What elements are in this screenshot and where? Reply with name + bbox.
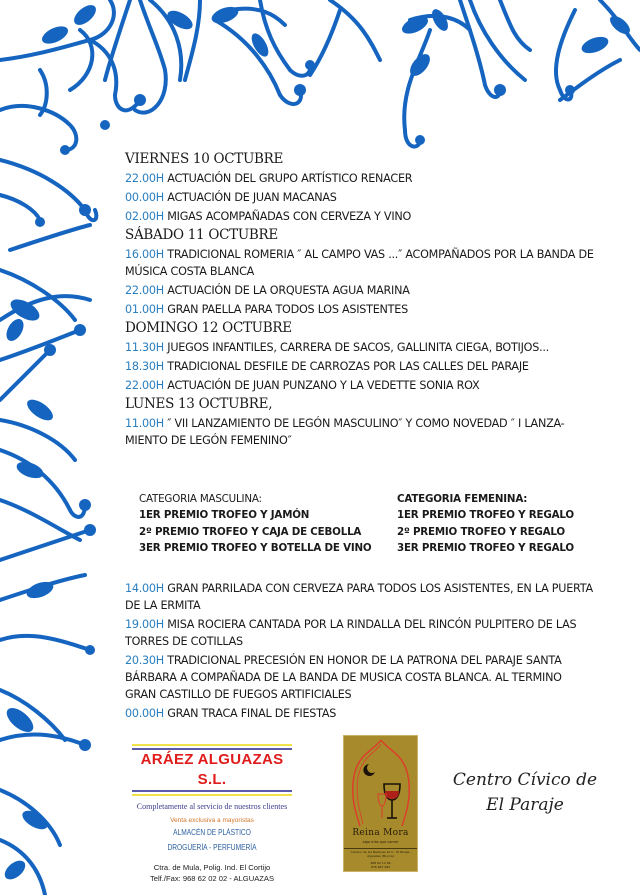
event-desc: ″ VII LANZAMIENTO DE LEGÓN MASCULINO″ Y COMO NOVEDAD ″ I LANZA-MIENTO DE LEGÓN FEMENINO″ xyxy=(125,417,565,447)
event-item xyxy=(125,208,595,225)
sponsor-reina-mora-ad xyxy=(343,735,418,872)
sponsor-address xyxy=(344,848,417,869)
event-item xyxy=(125,170,595,187)
sponsor-araez-ad xyxy=(128,742,296,883)
day-sabado xyxy=(125,227,595,318)
event-item xyxy=(125,246,595,280)
sponsor-venta: Venta exclusiva a mayoristas xyxy=(170,817,254,824)
event-item xyxy=(125,301,595,318)
event-desc: TRADICIONAL ROMERIA ″ AL CAMPO VAS ...″ ACOMPAÑADOS POR LA BANDA DE MÚSICA COSTA BLANCA xyxy=(125,248,594,278)
phone-text: 676 987 962 xyxy=(370,865,391,869)
event-desc: GRAN TRACA FINAL DE FIESTAS xyxy=(167,707,337,720)
event-time: 02.00H xyxy=(125,210,164,223)
event-item xyxy=(125,652,595,703)
event-desc: ACTUACIÓN DE JUAN PUNZANO Y LA VEDETTE SONIA ROX xyxy=(167,379,480,392)
sponsor-tagline: Completamente al servicio de nuestros clientes xyxy=(136,802,288,811)
event-time: 22.00H xyxy=(125,379,164,392)
event-item xyxy=(125,282,595,299)
sponsor-slogan: algo más que comer xyxy=(362,840,399,844)
event-desc: GRAN PAELLA PARA TODOS LOS ASISTENTES xyxy=(167,303,408,316)
prize-item: 1ER PREMIO TROFEO Y JAMÓN xyxy=(139,509,310,522)
category-title: CATEGORIA MASCULINA: xyxy=(139,493,262,505)
sponsor-name: Reina Mora xyxy=(352,828,409,838)
event-desc: GRAN PARRILADA CON CERVEZA PARA TODOS LOS ASISTENTES, EN LA PUERTA DE LA ERMITA xyxy=(125,582,593,612)
event-time: 00.00H xyxy=(125,707,164,720)
event-time: 00.00H xyxy=(125,191,164,204)
event-time: 11.30H xyxy=(125,341,164,354)
phone-text: 968 62 12 66 xyxy=(370,861,391,865)
divider xyxy=(132,744,292,746)
divider xyxy=(132,794,292,796)
prize-item: 3ER PREMIO TROFEO Y REGALO xyxy=(397,541,574,554)
address-text: Camino de los Bellones 10 C · El Paraje-Alguazas (Murcia) xyxy=(350,850,411,858)
reina-mora-logo-icon xyxy=(344,736,418,828)
day-title: SÁBADO 11 OCTUBRE xyxy=(125,227,278,243)
event-item xyxy=(125,358,595,375)
event-time: 20.30H xyxy=(125,654,164,667)
event-item xyxy=(125,705,595,722)
event-item xyxy=(125,339,595,356)
event-desc: ACTUACIÓN DE LA ORQUESTA AGUA MARINA xyxy=(167,284,410,297)
prize-item: 2º PREMIO TROFEO Y CAJA DE CEBOLLA xyxy=(139,525,362,538)
day-domingo xyxy=(125,320,595,394)
day-viernes xyxy=(125,151,595,225)
event-item xyxy=(125,616,595,650)
prize-item: 2º PREMIO TROFEO Y REGALO xyxy=(397,525,565,538)
event-time: 11.00H xyxy=(125,417,164,430)
event-time: 16.00H xyxy=(125,248,164,261)
day-title: VIERNES 10 OCTUBRE xyxy=(125,151,284,167)
category-masculina xyxy=(139,491,397,556)
sponsor-name: ARÁEZ ALGUAZAS S.L. xyxy=(140,751,284,788)
event-time: 01.00H xyxy=(125,303,164,316)
centro-line-2: El Paraje xyxy=(486,795,564,815)
day-title: LUNES 13 OCTUBRE, xyxy=(125,396,273,412)
event-time: 14.00H xyxy=(125,582,164,595)
event-desc: MISA ROCIERA CANTADA POR LA RINDALLA DEL RINCÓN PULPITERO DE LAS TORRES DE COTILLAS xyxy=(125,618,577,648)
divider xyxy=(132,790,292,792)
event-desc: TRADICIONAL PRECESIÓN EN HONOR DE LA PATRONA DEL PARAJE SANTA BÁRBARA A COMPAÑADA DE LA BANDA DE MUSICA COSTA BLANCA. AL TERMINO GRAN CASTILLO DE FUEGOS ARTIFICIALES xyxy=(125,654,562,701)
event-time: 18.30H xyxy=(125,360,164,373)
event-desc: MIGAS ACOMPAÑADAS CON CERVEZA Y VINO xyxy=(167,210,412,223)
event-time: 22.00H xyxy=(125,284,164,297)
sponsor-product: ALMACÉN DE PLÁSTICO xyxy=(173,828,251,837)
event-desc: JUEGOS INFANTILES, CARRERA DE SACOS, GALLINITA CIEGA, BOTIJOS... xyxy=(167,341,549,354)
prize-item: 1ER PREMIO TROFEO Y REGALO xyxy=(397,509,574,522)
sponsor-address: Ctra. de Mula, Polig. Ind. El Cortijo xyxy=(153,863,271,872)
event-time: 22.00H xyxy=(125,172,164,185)
centro-line-1: Centro Cívico de xyxy=(452,770,598,790)
event-item xyxy=(125,189,595,206)
event-desc: ACTUACIÓN DEL GRUPO ARTÍSTICO RENACER xyxy=(167,172,413,185)
sponsor-centro-civico xyxy=(446,768,604,818)
event-desc: TRADICIONAL DESFILE DE CARROZAS POR LAS CALLES DEL PARAJE xyxy=(167,360,529,373)
event-item xyxy=(125,580,595,614)
category-femenina xyxy=(397,491,574,556)
event-desc: ACTUACIÓN DE JUAN MACANAS xyxy=(167,191,337,204)
sponsor-product: DROGUERÍA - PERFUMERÍA xyxy=(167,843,257,852)
event-item xyxy=(125,415,595,449)
prize-categories xyxy=(139,491,599,556)
prize-item: 3ER PREMIO TROFEO Y BOTELLA DE VINO xyxy=(139,541,372,554)
event-item xyxy=(125,377,595,394)
monday-afternoon-schedule xyxy=(125,580,595,724)
program-schedule xyxy=(125,151,595,451)
day-title: DOMINGO 12 OCTUBRE xyxy=(125,320,292,336)
sponsor-phone: Telf./Fax: 968 62 02 02 - ALGUAZAS xyxy=(149,874,275,883)
day-lunes xyxy=(125,396,595,449)
category-title: CATEGORIA FEMENINA: xyxy=(397,493,528,505)
event-time: 19.00H xyxy=(125,618,164,631)
